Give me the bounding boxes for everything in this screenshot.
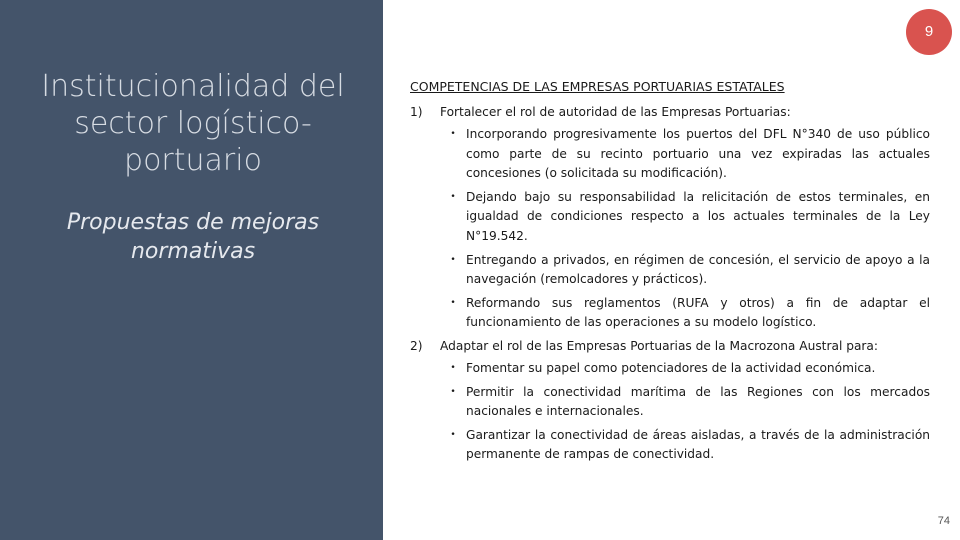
list-item: • Permitir la conectividad marítima de las Regiones con los mercados nacionales e internacionales. bbox=[440, 383, 930, 422]
content-area bbox=[410, 77, 930, 469]
list-item: • Garantizar la conectividad de áreas aisladas, a través de la administración permanente de rampas de conectividad. bbox=[440, 426, 930, 465]
list-item: • Incorporando progresivamente los puertos del DFL N°340 de uso público como parte de su recinto portuario una vez expiradas las actuales concesiones (o solicitada su modificación). bbox=[440, 125, 930, 184]
numbered-item-1 bbox=[410, 103, 930, 121]
item-text: Fortalecer el rol de autoridad de las Empresas Portuarias: bbox=[440, 105, 791, 119]
list-item: • Fomentar su papel como potenciadores de la actividad económica. bbox=[440, 359, 930, 379]
section-heading: COMPETENCIAS DE LAS EMPRESAS PORTUARIAS ESTATALES bbox=[410, 79, 785, 94]
list-item: • Reformando sus reglamentos (RUFA y otros) a fin de adaptar el funcionamiento de las operaciones a su modelo logístico. bbox=[440, 294, 930, 333]
sidebar-panel bbox=[0, 0, 383, 540]
page-number: 74 bbox=[937, 515, 950, 527]
bullet-icon: • bbox=[450, 386, 456, 397]
bullet-list-2 bbox=[440, 359, 930, 465]
section-number-badge: 9 bbox=[906, 9, 952, 55]
item-number: 1) bbox=[410, 105, 423, 119]
item-text: Adaptar el rol de las Empresas Portuarias de la Macrozona Austral para: bbox=[440, 338, 878, 353]
bullet-icon: • bbox=[450, 362, 456, 373]
list-item: • Dejando bajo su responsabilidad la relicitación de estos terminales, en igualdad de condiciones respecto a los actuales terminales de la Ley N°19.542. bbox=[440, 188, 930, 247]
bullet-icon: • bbox=[450, 429, 456, 440]
bullet-list-1 bbox=[440, 125, 930, 333]
bullet-icon: • bbox=[450, 254, 456, 265]
bullet-icon: • bbox=[450, 129, 456, 139]
list-item: • Entregando a privados, en régimen de concesión, el servicio de apoyo a la navegación (remolcadores y prácticos). bbox=[440, 251, 930, 290]
slide-title: Institucionalidad del sector logístico-portuario bbox=[41, 69, 345, 178]
item-number: 2) bbox=[410, 338, 423, 353]
bullet-icon: • bbox=[450, 297, 456, 308]
slide-subtitle: Propuestas de mejoras normativas bbox=[66, 210, 320, 264]
numbered-item-2 bbox=[410, 337, 930, 355]
bullet-icon: • bbox=[450, 191, 456, 202]
